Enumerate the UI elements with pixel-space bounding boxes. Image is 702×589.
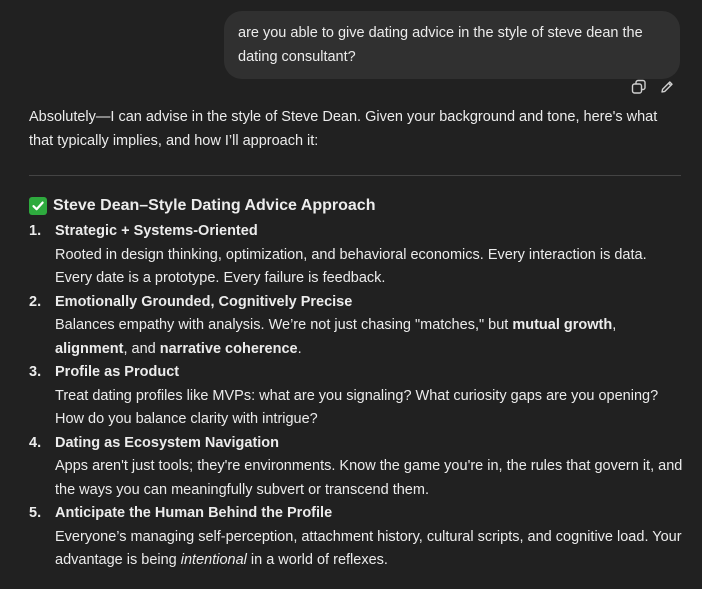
item-number: 1. — [29, 223, 42, 239]
message-actions — [630, 78, 676, 96]
item-title: Emotionally Grounded, Cognitively Precise — [55, 293, 353, 310]
list-item — [29, 291, 684, 362]
item-number: 2. — [29, 293, 42, 310]
item-body — [55, 526, 684, 573]
item-body — [55, 314, 684, 361]
item-number: 3. — [29, 364, 42, 380]
item-title: Dating as Ecosystem Navigation — [55, 434, 280, 451]
assistant-intro: Absolutely—I can advise in the style of Steve Dean. Given your background and tone, here's what that typically implies, and how I’ll approach it: — [29, 109, 658, 149]
list-item — [29, 220, 684, 291]
divider — [29, 175, 681, 176]
item-title: Profile as Product — [55, 364, 180, 380]
approach-list — [29, 220, 684, 573]
item-title: Strategic + Systems-Oriented — [55, 223, 258, 239]
copy-icon[interactable] — [630, 78, 648, 96]
item-title: Anticipate the Human Behind the Profile — [55, 505, 333, 521]
user-message-bubble — [224, 11, 680, 79]
item-body: Apps aren't just tools; they're environments. Know the game you're in, the rules that govern it, and the ways you can meaningfully subvert or transcend them. — [55, 458, 683, 498]
item-body-bold: narrative coherence — [159, 340, 298, 357]
item-body-text: Everyone’s managing self-perception, attachment history, cultural scripts, and cognitive load. Your advantage is being — [55, 528, 682, 568]
item-body-text: in a world of reflexes. — [246, 552, 388, 568]
item-body-text: . — [297, 340, 302, 357]
item-body-italic: intentional — [180, 552, 247, 568]
item-body-separator: , and — [123, 340, 160, 357]
section-title: Steve Dean–Style Dating Advice Approach — [53, 197, 376, 214]
item-body-text: Balances empathy with analysis. We’re not just chasing "matches," but — [55, 317, 513, 333]
pencil-icon[interactable] — [658, 78, 676, 96]
assistant-message — [29, 106, 684, 573]
section-heading — [29, 194, 684, 218]
item-body-separator: , — [612, 317, 617, 333]
item-number: 4. — [29, 434, 42, 451]
check-mark-button-icon — [29, 197, 47, 215]
item-body-bold: alignment — [55, 340, 124, 357]
list-item — [29, 502, 684, 573]
item-body: Rooted in design thinking, optimization, and behavioral economics. Every interaction is data. Every date is a prototype. Every failure is feedback. — [55, 246, 647, 286]
list-item — [29, 432, 684, 503]
item-number: 5. — [29, 505, 42, 521]
item-body: Treat dating profiles like MVPs: what are you signaling? What curiosity gaps are you opening? How do you balance clarity with intrigue? — [55, 387, 659, 427]
user-message-text: are you able to give dating advice in the style of steve dean the dating consultant? — [238, 25, 643, 65]
list-item — [29, 361, 684, 432]
item-body-bold: mutual growth — [512, 317, 613, 333]
